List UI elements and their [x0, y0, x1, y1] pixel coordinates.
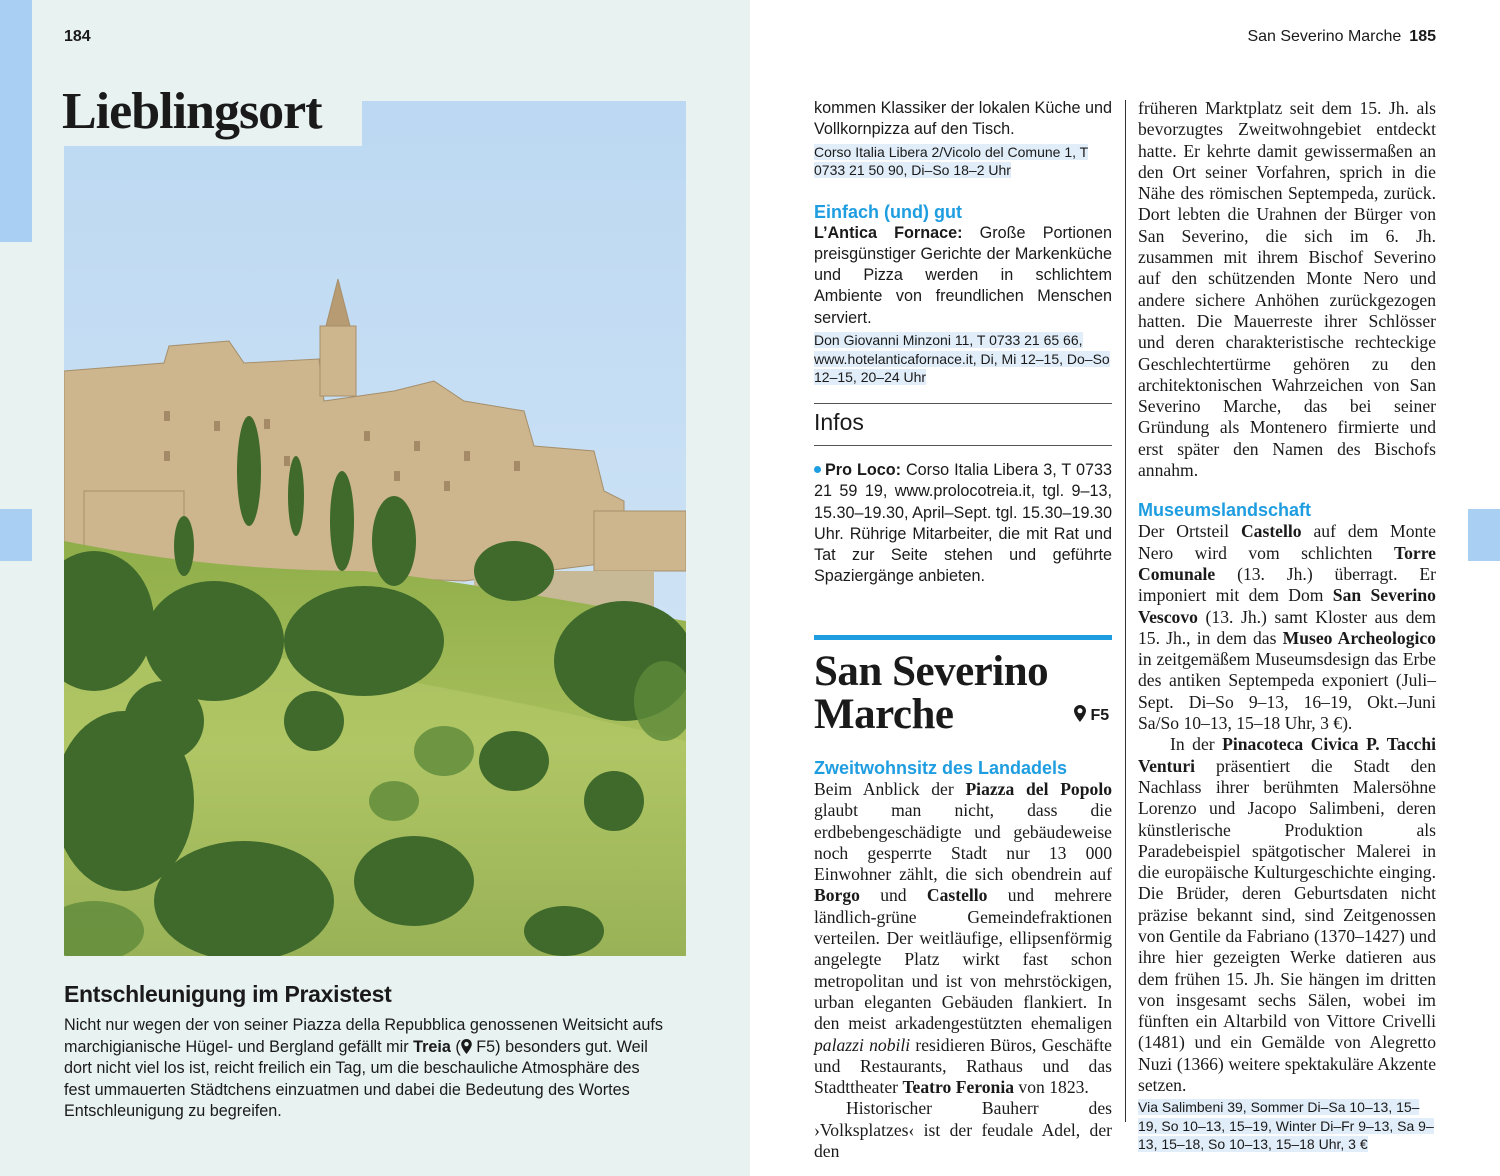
bold-term: Treia — [413, 1037, 451, 1056]
bold-term: Castello — [1240, 521, 1302, 542]
thumb-tab — [0, 509, 32, 561]
text-run: in zeitgemäßem Museumsdesign das Erbe des antiken Septempeda exponiert (Juli–Sept. Di–So 9–13, 16–19, Okt.–Juni Sa/So 10–13, 15–18 Uhr, 3 €). — [1138, 649, 1436, 734]
infos-rule-top — [814, 403, 1112, 404]
city-title-line1: San Severino — [814, 648, 1049, 695]
text-run: früheren Marktplatz seit dem 15. Jh. als bevorzugtes Zweitwohngebiet entdeckt hatte. Er kehrte damit gewissermaßen an den Ort seiner Vorfahren, sprich in die Nähe des römischen Septempeda, zurück. Dort lebten die Urahnen der Bürger von San Severino, die sich im 6. Jh. zusammen mit ihrem Bischof Severino auf den schützenden Monte Nero und andere sichere Anhöhen zurückgezogen hatten. Die Mauerreste ihrer Schlösser und deren charakteristische rechteckige Geschlechtertürme gehören zu den architektonischen Wahrzeichen von San Severino Marche, das bei seiner Gründung als Montenero firmierte und erst später den Namen des Bischofs annahm. — [1138, 98, 1436, 481]
bold-term: L’Antica Fornace: — [814, 223, 963, 242]
bullet-icon — [814, 466, 821, 473]
text-run: Historischer Bauherr des ›Volksplatzes‹ ist der feudale Adel, der den — [814, 1098, 1112, 1162]
column-2-paragraph-1 — [1138, 98, 1436, 481]
pinacoteca-address — [1138, 1098, 1436, 1154]
text-run: kommen Klassiker der lokalen Küche und Vollkornpizza auf den Tisch. — [814, 99, 1112, 139]
bold-term: Museo Archeologico — [1282, 627, 1436, 648]
bold-term: Torre Comunale — [1138, 542, 1436, 584]
pro-loco-text — [814, 461, 1112, 585]
text-run: Große Portionen preisgünstiger Gerichte der Markenküche und Pizza werden in schlichtem Ambiente von freundlichen Menschen serviert. — [814, 223, 1112, 327]
treia-hilltown-photo — [64, 101, 686, 956]
infos-heading: Infos — [814, 409, 864, 435]
chapter-tab — [0, 0, 32, 242]
intro-address — [814, 143, 1112, 180]
infos-text — [814, 460, 1112, 588]
bold-term: Pro Loco: — [825, 461, 902, 479]
antica-fornace-text — [814, 223, 1112, 329]
text-run: und mehrere ländlich-grüne Gemeindefraktionen verteilen. Der weitläufige, ellipsenförmig angelegte Platz wirkt fast schon metropolitan und ist von mehrstöckigen, urban eleganten Gebäuden flankiert. In den meist arkadengestützten ehemaligen — [814, 885, 1112, 1034]
bold-term: Teatro Feronia — [902, 1077, 1015, 1098]
text-run: von 1823. — [1014, 1077, 1089, 1098]
map-reference[interactable] — [1074, 705, 1109, 725]
zweitwohnsitz-paragraph-2 — [814, 1098, 1112, 1162]
city-title-rule — [814, 635, 1112, 640]
bold-term: Pinacoteca Civica P. Tacchi Venturi — [1138, 734, 1436, 776]
bold-term: Castello — [926, 885, 988, 906]
box-text — [64, 1015, 664, 1123]
section-head-einfach: Einfach (und) gut — [814, 201, 962, 222]
bold-term: Borgo — [814, 885, 860, 906]
map-pin-icon — [461, 1039, 472, 1054]
city-title-line2: Marche — [814, 691, 954, 738]
text-run: (13. Jh.) überragt. Er imponiert mit dem Dom — [1138, 563, 1436, 606]
page-number-left: 184 — [64, 28, 91, 45]
text-run: Corso Italia Libera 3, T 0733 21 59 19, www.prolocotreia.it, tgl. 9–13, 15.30–19.30, April–Sept. tgl. 15.30–19.30 Uhr. Rührige Mitarbeiter, die mit Rat und Tat zur Seite stehen und geführte Spaziergänge anbieten. — [814, 461, 1112, 586]
antica-fornace-address — [814, 331, 1112, 387]
text-run: residieren Büros, Geschäfte und Restaurants, Rathaus und das Stadttheater — [814, 1034, 1112, 1098]
lieblingsort-title: Lieblingsort — [62, 83, 322, 140]
text-run: besonders gut. Weil dort nicht viel los ist, reicht freilich ein Tag, um die beschauliche Atmosphäre des fest ummauerten Städtchens einzuatmen und dabei die Bedeutung des Wortes Entschleunigung zu begreifen. — [64, 1037, 648, 1120]
bold-term: Piazza del Popolo — [965, 779, 1112, 799]
text-run: glaubt man nicht, dass die erdbebengeschädigte und gebäudeweise noch gesperrte Stadt nur 13 000 Einwohner zählt, die sich obendrein auf — [814, 800, 1112, 885]
pinacoteca-address-text: Via Salimbeni 39, Sommer Di–Sa 10–13, 15–19, So 10–13, 15–19, Winter Di–Fr 9–13, Sa 9–13, 15–18, So 10–13, 15–18 Uhr, 3 € — [1138, 1099, 1434, 1153]
museum-paragraph-1 — [1138, 521, 1436, 734]
intro-text — [814, 98, 1112, 141]
zweitwohnsitz-paragraph-1 — [814, 779, 1112, 1098]
running-head-title: San Severino Marche — [1247, 28, 1402, 45]
text-run: präsentiert die Stadt den Nachlass ihrer berühmten Malersöhne Lorenzo und Jacopo Salimbeni, deren künstlerische Produktion als Paradebeispiel spätgotischer Malerei in die europäische Kulturgeschichte einging. Die Brüder, deren Geburtsdaten nicht präzise bekannt sind, sind Zeitgenossen von Gentile da Fabriano (1370–1427) und ihre hier gezeigten Werke datieren aus dem frühen 15. Jh. Sie hängen im dritten von insgesamt sechs Sälen, wobei im fünften ein Altarbild von Vittore Crivelli (1481) und ein Gemälde von Alegretto Nuzi (1366) weitere spektakuläre Akzente setzen. — [1138, 755, 1436, 1096]
map-pin-icon — [1074, 705, 1086, 722]
text-run: (13. Jh.) samt Kloster aus dem 15. Jh., in dem das — [1138, 606, 1436, 648]
text-run: Der Ortsteil — [1138, 521, 1241, 542]
text-run: In der — [1170, 734, 1223, 755]
text-run: und — [859, 885, 927, 906]
antica-fornace-address-text: Don Giovanni Minzoni 11, T 0733 21 65 66, www.hotelanticafornace.it, Di, Mi 12–15, Do–So 12–15, 20–24 Uhr — [814, 332, 1110, 386]
text-run: auf dem Monte Nero wird vom schlichten — [1138, 521, 1436, 563]
column-1-lower — [814, 758, 1112, 1162]
thumb-tab-right — [1468, 509, 1500, 561]
text-run: Beim Anblick der — [814, 779, 966, 799]
bold-term: San Severino Vescovo — [1138, 585, 1436, 627]
italic-term: palazzi nobili — [814, 1034, 911, 1055]
infos-rule-bottom — [814, 445, 1112, 446]
text-run: F5) — [471, 1037, 501, 1056]
section-head-zweitwohnsitz: Zweitwohnsitz des Landadels — [814, 758, 1068, 778]
map-reference-label: F5 — [1090, 707, 1110, 724]
page-number-right: 185 — [1409, 28, 1436, 45]
text-run: ( — [450, 1037, 461, 1056]
lieblingsort-label-box — [60, 83, 362, 146]
column-2 — [1138, 98, 1436, 1154]
box-title: Entschleunigung im Praxistest — [64, 981, 392, 1007]
text-run: Nicht nur wegen der von seiner Piazza della Repubblica genossenen Weitsicht aufs marchigianische Hügel- und Bergland gefällt mir — [64, 1016, 663, 1056]
column-divider — [1125, 100, 1126, 1122]
section-head-museumslandschaft: Museumslandschaft — [1138, 500, 1312, 521]
column-1 — [814, 98, 1112, 387]
intro-address-text: Corso Italia Libera 2/Vicolo del Comune 1, T 0733 21 50 90, Di–So 18–2 Uhr — [814, 143, 1089, 179]
museum-paragraph-2 — [1138, 734, 1436, 1096]
city-title — [814, 650, 1048, 736]
running-head — [1247, 28, 1436, 46]
